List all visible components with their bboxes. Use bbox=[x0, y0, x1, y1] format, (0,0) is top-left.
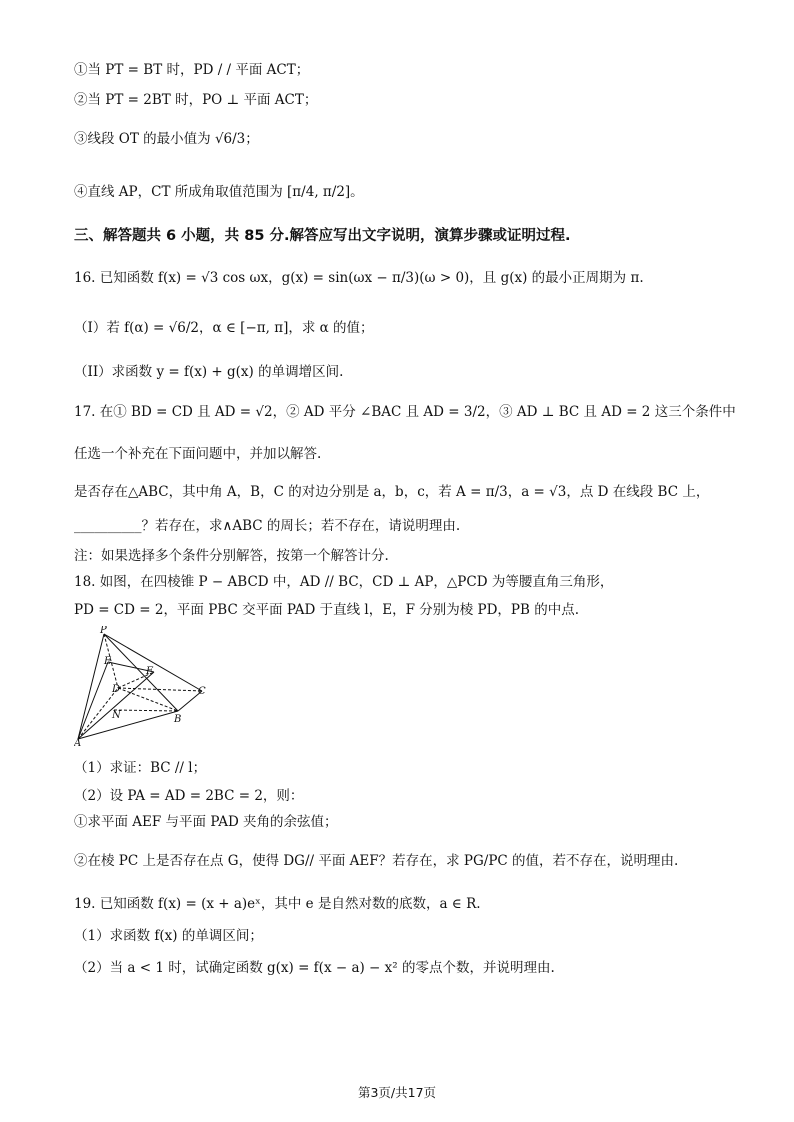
label-f: F bbox=[146, 666, 153, 677]
line-3: ③线段 OT 的最小值为 √6/3； bbox=[74, 131, 259, 147]
q19-part1: （1）求函数 f(x) 的单调区间； bbox=[74, 928, 263, 944]
q16-stem: 16. 已知函数 f(x) = √3 cos ωx，g(x) = sin(ωx − π/3)(ω > 0)，且 g(x) 的最小正周期为 π. bbox=[74, 270, 644, 286]
q16-part2: （II）求函数 y = f(x) + g(x) 的单调增区间. bbox=[74, 364, 344, 380]
q17-line4: __________？若存在，求∧ABC 的周长；若不存在，请说明理由. bbox=[74, 518, 461, 534]
q17-line3: 是否存在△ABC，其中角 A，B，C 的对边分别是 a，b，c，若 A = π/3，a = √3，点 D 在线段 BC 上， bbox=[74, 484, 710, 500]
line-2: ②当 PT = 2BT 时，PO ⊥ 平面 ACT； bbox=[74, 92, 318, 108]
label-n: N bbox=[112, 710, 121, 721]
q16-part1: （I）若 f(α) = √6/2，α ∈ [−π, π]，求 α 的值； bbox=[74, 320, 374, 336]
q17-line2: 任选一个补充在下面问题中，并加以解答. bbox=[74, 446, 322, 462]
line-1: ①当 PT = BT 时，PD / / 平面 ACT； bbox=[74, 62, 310, 78]
q18-line2: PD = CD = 2，平面 PBC 交平面 PAD 于直线 l，E，F 分别为棱 PD，PB 的中点. bbox=[74, 602, 580, 618]
pyramid-figure bbox=[74, 626, 214, 746]
q17-note: 注：如果选择多个条件分别解答，按第一个解答计分. bbox=[74, 548, 389, 564]
q18-sub2: ②在棱 PC 上是否存在点 G，使得 DG// 平面 AEF？若存在，求 PG/PC 的值，若不存在，说明理由. bbox=[74, 853, 679, 869]
label-p: P bbox=[100, 626, 107, 636]
line-4: ④直线 AP，CT 所成角取值范围为 [π/4, π/2]。 bbox=[74, 184, 364, 200]
section-heading: 三、解答题共 6 小题，共 85 分.解答应写出文字说明，演算步骤或证明过程. bbox=[74, 228, 571, 244]
label-b: B bbox=[174, 714, 182, 725]
q19-stem: 19. 已知函数 f(x) = (x + a)eˣ，其中 e 是自然对数的底数，a ∈ R. bbox=[74, 896, 481, 912]
page-footer: 第3页/共17页 bbox=[357, 1085, 437, 1100]
q18-part1: （1）求证：BC // l； bbox=[74, 760, 207, 776]
label-d: D bbox=[112, 684, 121, 695]
q18-part2: （2）设 PA = AD = 2BC = 2，则： bbox=[74, 788, 304, 804]
q18-sub1: ①求平面 AEF 与平面 PAD 夹角的余弦值； bbox=[74, 814, 338, 830]
q17-stem: 17. 在① BD = CD 且 AD = √2，② AD 平分 ∠BAC 且 AD = 3/2，③ AD ⊥ BC 且 AD = 2 这三个条件中 bbox=[74, 404, 736, 420]
label-c: C bbox=[198, 686, 206, 697]
label-e: E bbox=[104, 656, 112, 667]
q19-part2: （2）当 a < 1 时，试确定函数 g(x) = f(x − a) − x² 的零点个数，并说明理由. bbox=[74, 960, 555, 976]
label-a: A bbox=[74, 738, 82, 746]
q18-stem: 18. 如图，在四棱锥 P − ABCD 中，AD // BC，CD ⊥ AP，△PCD 为等腰直角三角形， bbox=[74, 574, 614, 590]
